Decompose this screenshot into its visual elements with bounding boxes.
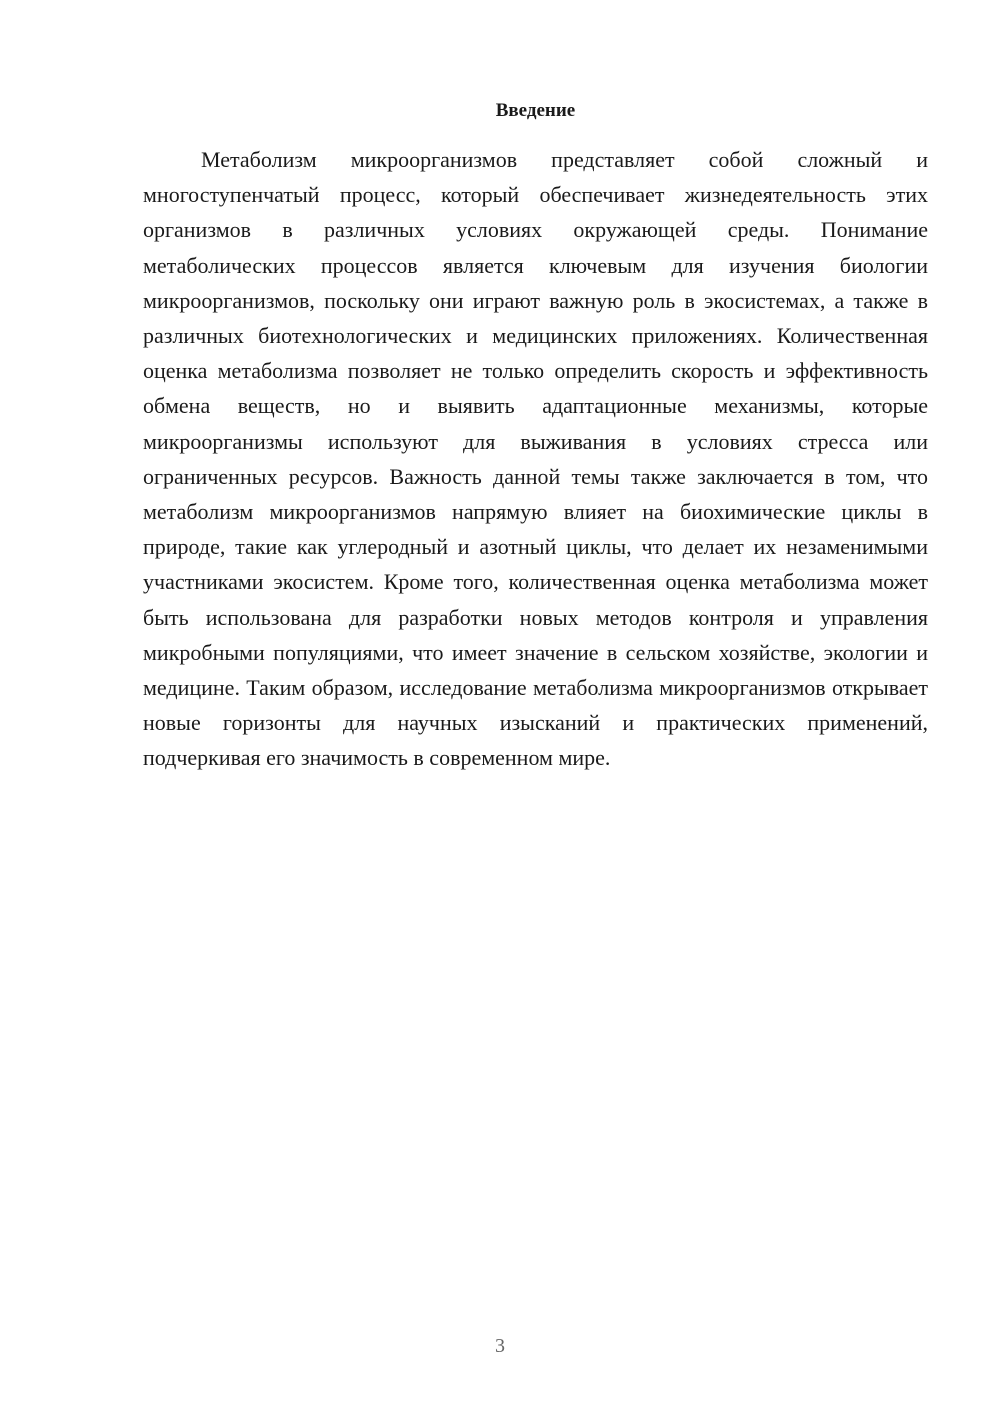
section-heading: Введение	[495, 100, 576, 121]
page-number: 3	[495, 1335, 505, 1357]
body-paragraph: Метаболизм микроорганизмов представляет собой сложный и многоступенчатый процесс, который обеспечивает жизнедеятельность этих организмов в различных условиях окружающей среды. Понимание метаболических процессов является ключевым для изучения биологии микроорганизмов, поскольку они играют важную роль в экосистемах, а также в различных биотехнологических и медицинских приложениях. Количественная оценка метаболизма позволяет не только определить скорость и эффективность обмена веществ, но и выявить адаптационные механизмы, которые микроорганизмы используют для выживания в условиях стресса или ограниченных ресурсов. Важность данной темы также заключается в том, что метаболизм микроорганизмов напрямую влияет на биохимические циклы в природе, такие как углеродный и азотный циклы, что делает их незаменимыми участниками экосистем. Кроме того, количественная оценка метаболизма может быть использована для разработки новых методов контроля и управления микробными популяциями, что имеет значение в сельском хозяйстве, экологии и медицине. Таким образом, исследование метаболизма микроорганизмов открывает новые горизонты для научных изысканий и практических применений, подчеркивая его значимость в современном мире.	[143, 147, 928, 771]
